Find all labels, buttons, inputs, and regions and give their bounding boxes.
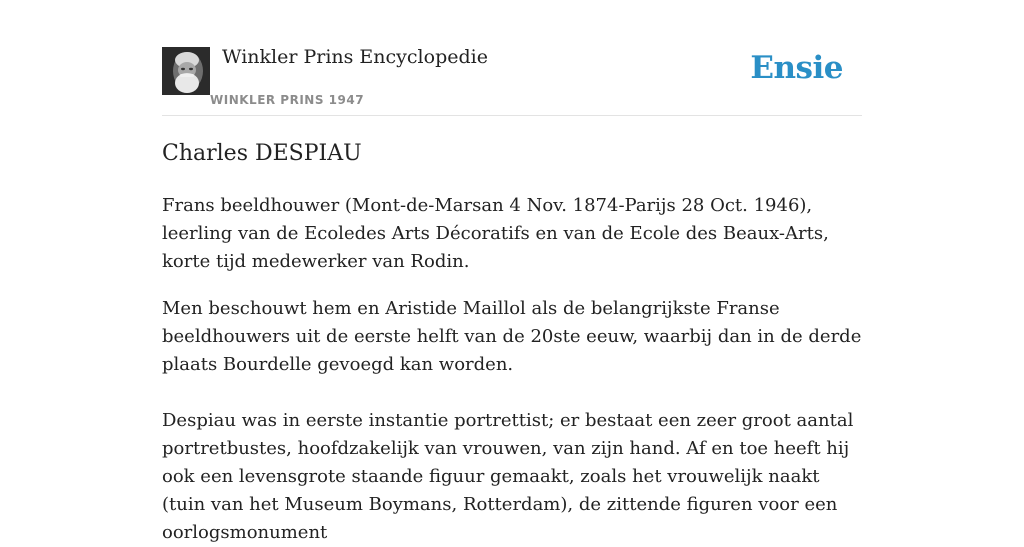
- edition-label: WINKLER PRINS 1947: [210, 93, 365, 107]
- article-paragraph-1: Frans beeldhouwer (Mont-de-Marsan 4 Nov. 1874-Parijs 28 Oct. 1946), leerling van de Ecoledes Arts Décoratifs en van de Ecole des Beaux-Arts, korte tijd medewerker van Rodin.: [162, 195, 829, 272]
- portrait-avatar-icon[interactable]: [162, 47, 210, 95]
- article-paragraph-2: Men beschouwt hem en Aristide Maillol als de belangrijkste Franse beeldhouwers uit de eerste helft van de 20ste eeuw, waarbij dan in de derde plaats Bourdelle gevoegd kan worden.: [162, 298, 862, 375]
- article-paragraph-3: Despiau was in eerste instantie portrettist; er bestaat een zeer groot aantal portretbustes, hoofdzakelijk van vrouwen, van zijn hand. Af en toe heeft hij ook een levensgrote staande figuur gemaakt, zoals het vrouwelijk naakt (tuin van het Museum Boymans, Rotterdam), de zittende figuren voor een oorlogsmonument: [162, 410, 854, 543]
- article-title: Charles DESPIAU: [162, 141, 362, 166]
- brand-logo-link[interactable]: Ensie: [750, 50, 843, 86]
- site-title-link[interactable]: Winkler Prins Encyclopedie: [222, 46, 488, 68]
- article: [162, 138, 862, 547]
- site-header: [162, 40, 862, 116]
- portrait-image: [162, 47, 210, 95]
